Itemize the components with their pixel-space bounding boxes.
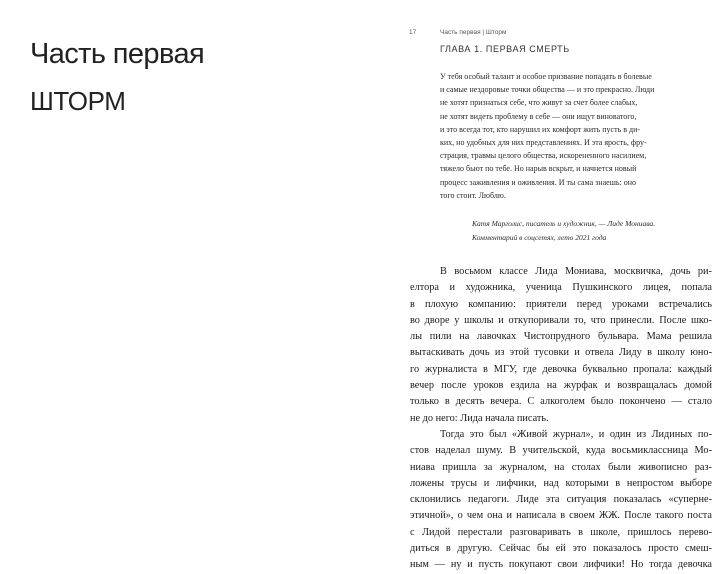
epigraph-line: ких, но удобных для них представлениях. И эта ярость, фру-	[440, 138, 647, 148]
epigraph-line: У тебя особый талант и особое призвание попадать в болевые	[440, 72, 652, 81]
body-line: лы пили на лавочках Чистопрудного бульвара. Мама решила	[410, 331, 712, 343]
attribution-line: Катя Марголис, писатель и художник, — Лиде Мониава.	[472, 219, 656, 228]
body-line: елтора и художника, ученица Пушкинского лицея, попала	[410, 282, 712, 294]
body-line: ным — ну и пусть покупают свои лифчики! Но тогда девочка	[410, 559, 712, 571]
body-line: с Лидой перестали разговаривать в школе, пришлось перево-	[410, 526, 712, 538]
epigraph-attribution	[472, 217, 702, 245]
running-head: Часть первая | Шторм	[440, 29, 507, 36]
right-page	[357, 0, 714, 571]
body-line: склонились педагоги. Лиде эта ситуация показалась «суперне-	[410, 494, 712, 506]
epigraph	[440, 70, 690, 202]
body-line: диться в другую. Сейчас бы ей это показалось просто смеш-	[410, 543, 712, 555]
body-line: ложены трусы и лифчики, над которыми в непростом выборе	[410, 477, 712, 489]
epigraph-line: не хотят видеть проблему в себе — они ищут виноватого,	[440, 111, 637, 121]
body-line: только в десять вечера. С алкоголем было покончено — стало	[410, 396, 712, 408]
part-subtitle: ШТОРМ	[30, 86, 126, 116]
epigraph-line: не хотят признаться себе, что живут за счет более слабых,	[440, 98, 638, 108]
epigraph-line: процесс заживления и оживления. И ты сама знаешь: оно	[440, 177, 636, 187]
body-text	[410, 264, 712, 574]
epigraph-line: того стоит. Люблю.	[440, 190, 506, 200]
body-line: вытаскивать дочь из этой тусовки и отвела Лиду в школу юно-	[410, 347, 712, 359]
epigraph-line: и это всегда тот, кто нарушил их комфорт жить пусть в ди-	[440, 124, 641, 134]
epigraph-line: страция, травмы целого общества, искорененного насилием,	[440, 151, 647, 161]
body-line: не до него: Лида начала писать.	[410, 412, 549, 424]
body-line: во дворе у школы и откупоривали то, что принесли. После шко-	[410, 314, 712, 326]
epigraph-line: и самые нездоровые точки общества — и это прекрасно. Люди	[440, 85, 655, 95]
body-line: вечер после уроков ездила на журфак и возвращалась домой	[410, 380, 712, 392]
attribution-line: Комментарий в соцсетях, лето 2021 года	[472, 233, 607, 242]
epigraph-line: тяжело бьют по тебе. Но нарыв вскрыт, и начнется новый	[440, 164, 637, 174]
body-line: ниава пришла за журналом, на столах были живописно раз-	[410, 461, 712, 473]
body-line: Тогда это был «Живой журнал», и один из Лидиных по-	[440, 428, 712, 440]
body-line: го журналиста в МГУ, где девочка буквально пропала: каждый	[410, 363, 712, 375]
page-number: 17	[409, 29, 417, 36]
body-line: этичной», о чем она и написала в своем ЖЖ. После такого поста	[410, 510, 712, 522]
body-line: В восьмом классе Лида Мониава, москвичка, дочь ри-	[440, 266, 712, 277]
body-line: в плохую компанию: приятели перед уроками встречались	[410, 298, 712, 310]
part-title: Часть первая	[30, 38, 205, 70]
chapter-title: ГЛАВА 1. ПЕРВАЯ СМЕРТЬ	[440, 44, 570, 54]
left-page	[0, 0, 357, 540]
body-line: стов наделал шуму. В учительской, куда восьмиклассница Мо-	[410, 445, 712, 457]
